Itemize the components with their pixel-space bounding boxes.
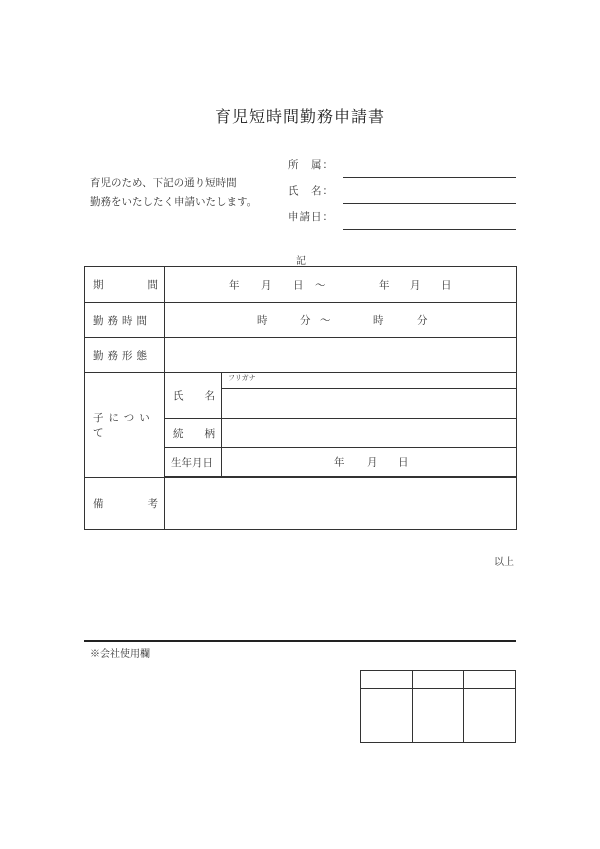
period-year-1: 年 (229, 279, 240, 291)
application-date-label: 申請日： (288, 211, 334, 223)
name-field[interactable] (343, 203, 516, 204)
department-field[interactable] (343, 177, 516, 178)
period-day-2: 日 (441, 279, 452, 291)
child-label-cell (85, 373, 165, 478)
birthdate-label: 生年月日 (171, 456, 213, 469)
period-label-cell (85, 267, 165, 303)
hours-minute-2: 分 (417, 314, 428, 327)
birth-year: 年 (334, 456, 345, 469)
child-name-label-char-1: 氏 (173, 390, 184, 402)
hours-hour-2: 時 (373, 314, 384, 327)
period-label-char-1: 期 (93, 279, 104, 291)
birthdate-input-cell[interactable] (222, 448, 517, 477)
period-row (85, 267, 517, 303)
stamp-header-cell-3 (464, 671, 516, 689)
stamp-box-1[interactable] (361, 689, 413, 743)
birth-day: 日 (398, 456, 409, 469)
intro-line-2: 勤務をいたしたく申請いたします。 (90, 196, 258, 208)
stamp-table (360, 670, 516, 743)
hours-tilde: 〜 (320, 314, 331, 327)
period-year-2: 年 (379, 279, 390, 291)
work-form-label: 勤務形態 (93, 349, 151, 362)
child-label: 子について (93, 412, 155, 439)
stamp-box-3[interactable] (464, 689, 516, 743)
intro-text (90, 174, 257, 212)
relation-label-char-2: 柄 (204, 427, 215, 440)
department-label: 所 属： (288, 159, 334, 171)
stamp-header-cell-2 (412, 671, 464, 689)
page-title: 育児短時間勤務申請書 (214, 107, 385, 126)
period-day-1: 日 (293, 279, 304, 291)
application-date-field[interactable] (343, 229, 516, 230)
stamp-header-cell-1 (361, 671, 413, 689)
period-month-1: 月 (261, 279, 272, 291)
furigana-label: フリガナ (228, 374, 256, 382)
stamp-header-row (361, 671, 516, 689)
relation-input-cell[interactable] (222, 419, 517, 448)
ki-heading: 記 (296, 256, 306, 267)
child-furigana-row (85, 373, 517, 389)
hours-minute-1: 分 (300, 314, 311, 327)
hours-label: 勤務時間 (93, 314, 151, 327)
period-month-2: 月 (410, 279, 421, 291)
hours-label-cell (85, 303, 165, 338)
intro-line-1: 育児のため、下記の通り短時間 (90, 177, 237, 189)
birthdate-label-cell (165, 448, 222, 477)
hours-hour-1: 時 (257, 314, 268, 327)
stamp-body-row (361, 689, 516, 743)
furigana-input-cell[interactable] (222, 373, 517, 389)
birth-month: 月 (367, 456, 378, 469)
relation-label-cell (165, 419, 222, 448)
hours-input-cell[interactable] (165, 303, 517, 338)
remarks-label-char-1: 備 (93, 498, 104, 510)
relation-label-char-1: 続 (173, 427, 184, 440)
period-tilde: 〜 (315, 279, 326, 291)
remarks-row (85, 478, 517, 530)
period-input-cell[interactable] (165, 267, 517, 303)
application-table (84, 266, 517, 530)
period-label-char-2: 間 (147, 279, 158, 291)
name-label: 氏 名： (288, 185, 334, 197)
remarks-input-cell[interactable] (165, 478, 517, 530)
divider-line (84, 640, 516, 642)
company-use-label: ※会社使用欄 (90, 649, 150, 660)
work-form-label-cell (85, 338, 165, 373)
work-form-row (85, 338, 517, 373)
closing-ijo: 以上 (494, 557, 514, 568)
hours-row (85, 303, 517, 338)
child-name-input-cell[interactable] (222, 389, 517, 419)
child-name-label-char-2: 名 (204, 390, 215, 402)
stamp-box-2[interactable] (412, 689, 464, 743)
remarks-label-cell (85, 478, 165, 530)
remarks-label-char-2: 考 (147, 498, 158, 510)
work-form-input-cell[interactable] (165, 338, 517, 373)
child-name-label-cell (165, 373, 222, 419)
